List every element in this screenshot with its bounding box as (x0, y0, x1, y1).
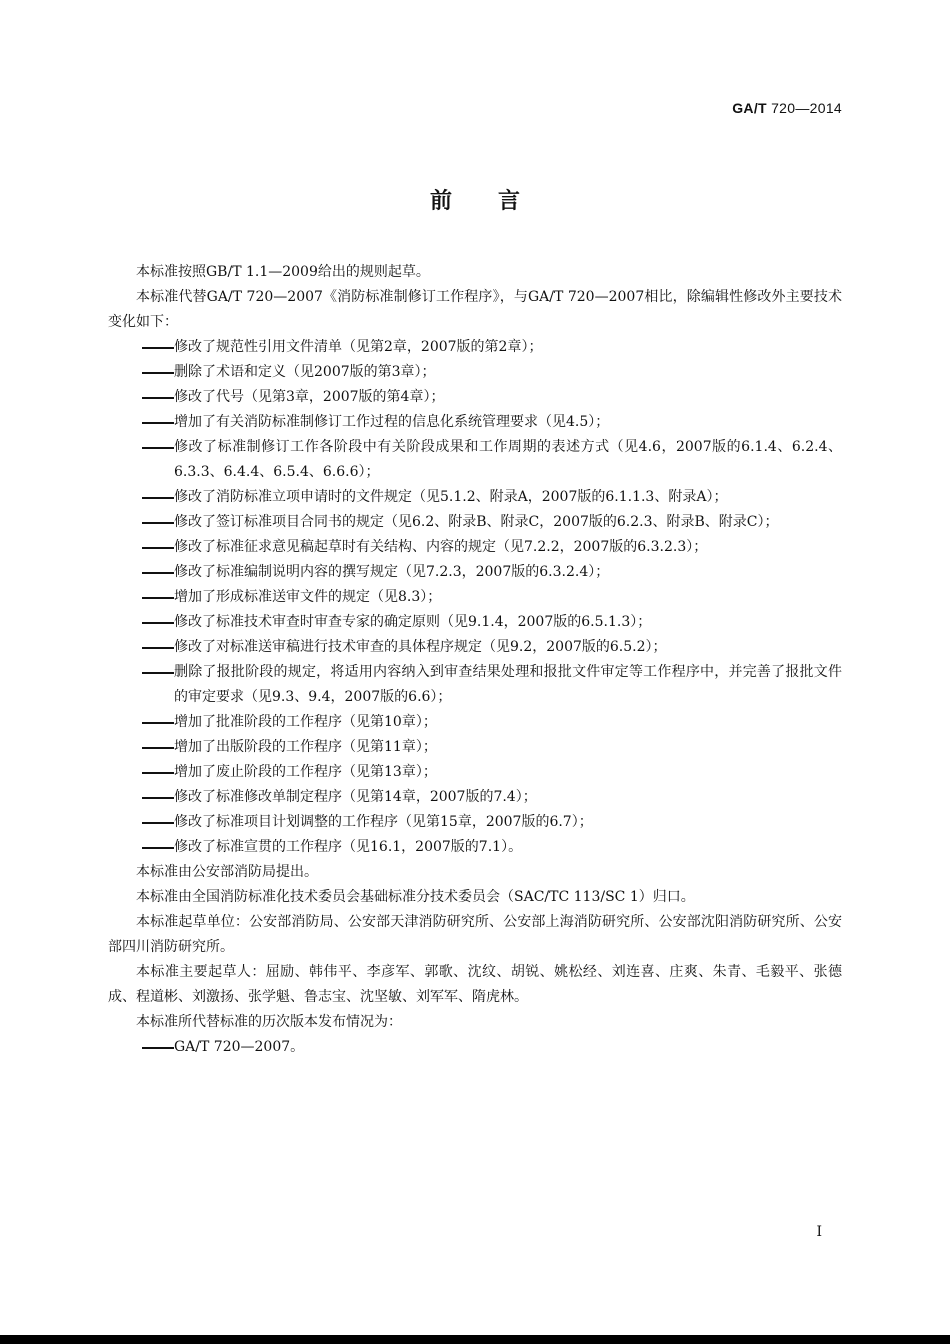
change-item-text: 修改了标准宣贯的工作程序（见16.1，2007版的7.1）。 (174, 839, 523, 855)
closing-paragraph: 本标准起草单位：公安部消防局、公安部天津消防研究所、公安部上海消防研究所、公安部沈阳消防研究所、公安部四川消防研究所。 (108, 914, 842, 955)
dash-marker (142, 422, 174, 424)
change-item-text: 增加了有关消防标准制修订工作过程的信息化系统管理要求（见4.5）； (174, 414, 610, 430)
history-item (108, 1035, 842, 1060)
change-item-text: 修改了标准编制说明内容的撰写规定（见7.2.3，2007版的6.3.2.4）； (174, 564, 610, 580)
change-item (108, 385, 842, 410)
change-item (108, 635, 842, 660)
section-title: 前言 (429, 189, 566, 214)
dash-marker (142, 372, 174, 374)
dash-marker (142, 722, 174, 724)
dash-marker (142, 822, 174, 824)
change-item-text: 修改了规范性引用文件清单（见第2章，2007版的第2章）； (174, 339, 543, 355)
change-item (108, 660, 842, 710)
dash-marker (142, 447, 174, 449)
change-item (108, 560, 842, 585)
change-item-text: 修改了标准制修订工作各阶段中有关阶段成果和工作周期的表述方式（见4.6，2007版的6.1.4、6.2.4、6.3.3、6.4.4、6.5.4、6.6.6）； (174, 439, 842, 480)
dash-marker (142, 622, 174, 624)
change-item (108, 810, 842, 835)
change-item (108, 485, 842, 510)
foreword-body (108, 260, 842, 1060)
change-item (108, 835, 842, 860)
change-item (108, 535, 842, 560)
change-item-text: 修改了标准项目计划调整的工作程序（见第15章，2007版的6.7）； (174, 814, 593, 830)
change-item-text: 增加了批准阶段的工作程序（见第10章）； (174, 714, 437, 730)
closing-paragraph: 本标准由全国消防标准化技术委员会基础标准分技术委员会（SAC/TC 113/SC 1）归口。 (136, 889, 695, 905)
dash-marker (142, 397, 174, 399)
dash-marker (142, 797, 174, 799)
change-item-text: 修改了对标准送审稿进行技术审查的具体程序规定（见9.2，2007版的6.5.2）； (174, 639, 667, 655)
page-number: I (816, 1224, 822, 1240)
change-item (108, 510, 842, 535)
dash-marker (142, 672, 174, 674)
change-item-text: 修改了标准征求意见稿起草时有关结构、内容的规定（见7.2.2，2007版的6.3.2.3）； (174, 539, 708, 555)
dash-marker (142, 572, 174, 574)
document-code (732, 100, 842, 116)
change-item-text: 修改了消防标准立项申请时的文件规定（见5.1.2、附录A，2007版的6.1.1.3、附录A）； (174, 489, 728, 505)
change-item (108, 360, 842, 385)
closing-paragraph: 本标准主要起草人：屈励、韩伟平、李彦军、郭歌、沈纹、胡锐、姚松经、刘连喜、庄爽、朱青、毛毅平、张德成、程道彬、刘激扬、张学魁、鲁志宝、沈坚敏、刘军军、隋虎林。 (108, 964, 842, 1005)
bottom-border (0, 1335, 950, 1344)
dash-marker (142, 647, 174, 649)
change-item (108, 710, 842, 735)
dash-marker (142, 1047, 174, 1049)
dash-marker (142, 597, 174, 599)
change-item-text: 删除了报批阶段的规定，将适用内容纳入到审查结果处理和报批文件审定等工作程序中，并完善了报批文件的审定要求（见9.3、9.4，2007版的6.6）； (174, 664, 842, 705)
dash-marker (142, 347, 174, 349)
change-item (108, 585, 842, 610)
change-item-text: 增加了形成标准送审文件的规定（见8.3）； (174, 589, 442, 605)
change-item-text: 删除了术语和定义（见2007版的第3章）； (174, 364, 436, 380)
dash-marker (142, 847, 174, 849)
intro-paragraph: 本标准按照GB/T 1.1—2009给出的规则起草。 (136, 264, 430, 280)
history-item-text: GA/T 720—2007。 (174, 1039, 305, 1055)
intro-paragraph: 本标准代替GA/T 720—2007《消防标准制修订工作程序》，与GA/T 720—2007相比，除编辑性修改外主要技术变化如下： (108, 289, 842, 330)
change-item (108, 435, 842, 485)
change-item-text: 修改了代号（见第3章，2007版的第4章）； (174, 389, 445, 405)
closing-paragraph: 本标准所代替标准的历次版本发布情况为： (136, 1014, 402, 1030)
dash-marker (142, 772, 174, 774)
change-item-text: 修改了标准修改单制定程序（见第14章，2007版的7.4）； (174, 789, 537, 805)
closing-paragraph: 本标准由公安部消防局提出。 (136, 864, 318, 880)
document-code-prefix: GA/T (732, 100, 767, 116)
change-item-text: 修改了标准技术审查时审查专家的确定原则（见9.1.4，2007版的6.5.1.3）； (174, 614, 652, 630)
change-item-text: 增加了出版阶段的工作程序（见第11章）； (174, 739, 437, 755)
change-item (108, 410, 842, 435)
change-item (108, 785, 842, 810)
dash-marker (142, 547, 174, 549)
change-item (108, 335, 842, 360)
dash-marker (142, 747, 174, 749)
dash-marker (142, 522, 174, 524)
document-code-number: 720—2014 (771, 100, 842, 116)
change-item-text: 增加了废止阶段的工作程序（见第13章）； (174, 764, 437, 780)
change-item-text: 修改了签订标准项目合同书的规定（见6.2、附录B、附录C，2007版的6.2.3、附录B、附录C）； (174, 514, 779, 530)
change-item (108, 760, 842, 785)
change-item (108, 610, 842, 635)
dash-marker (142, 497, 174, 499)
change-item (108, 735, 842, 760)
